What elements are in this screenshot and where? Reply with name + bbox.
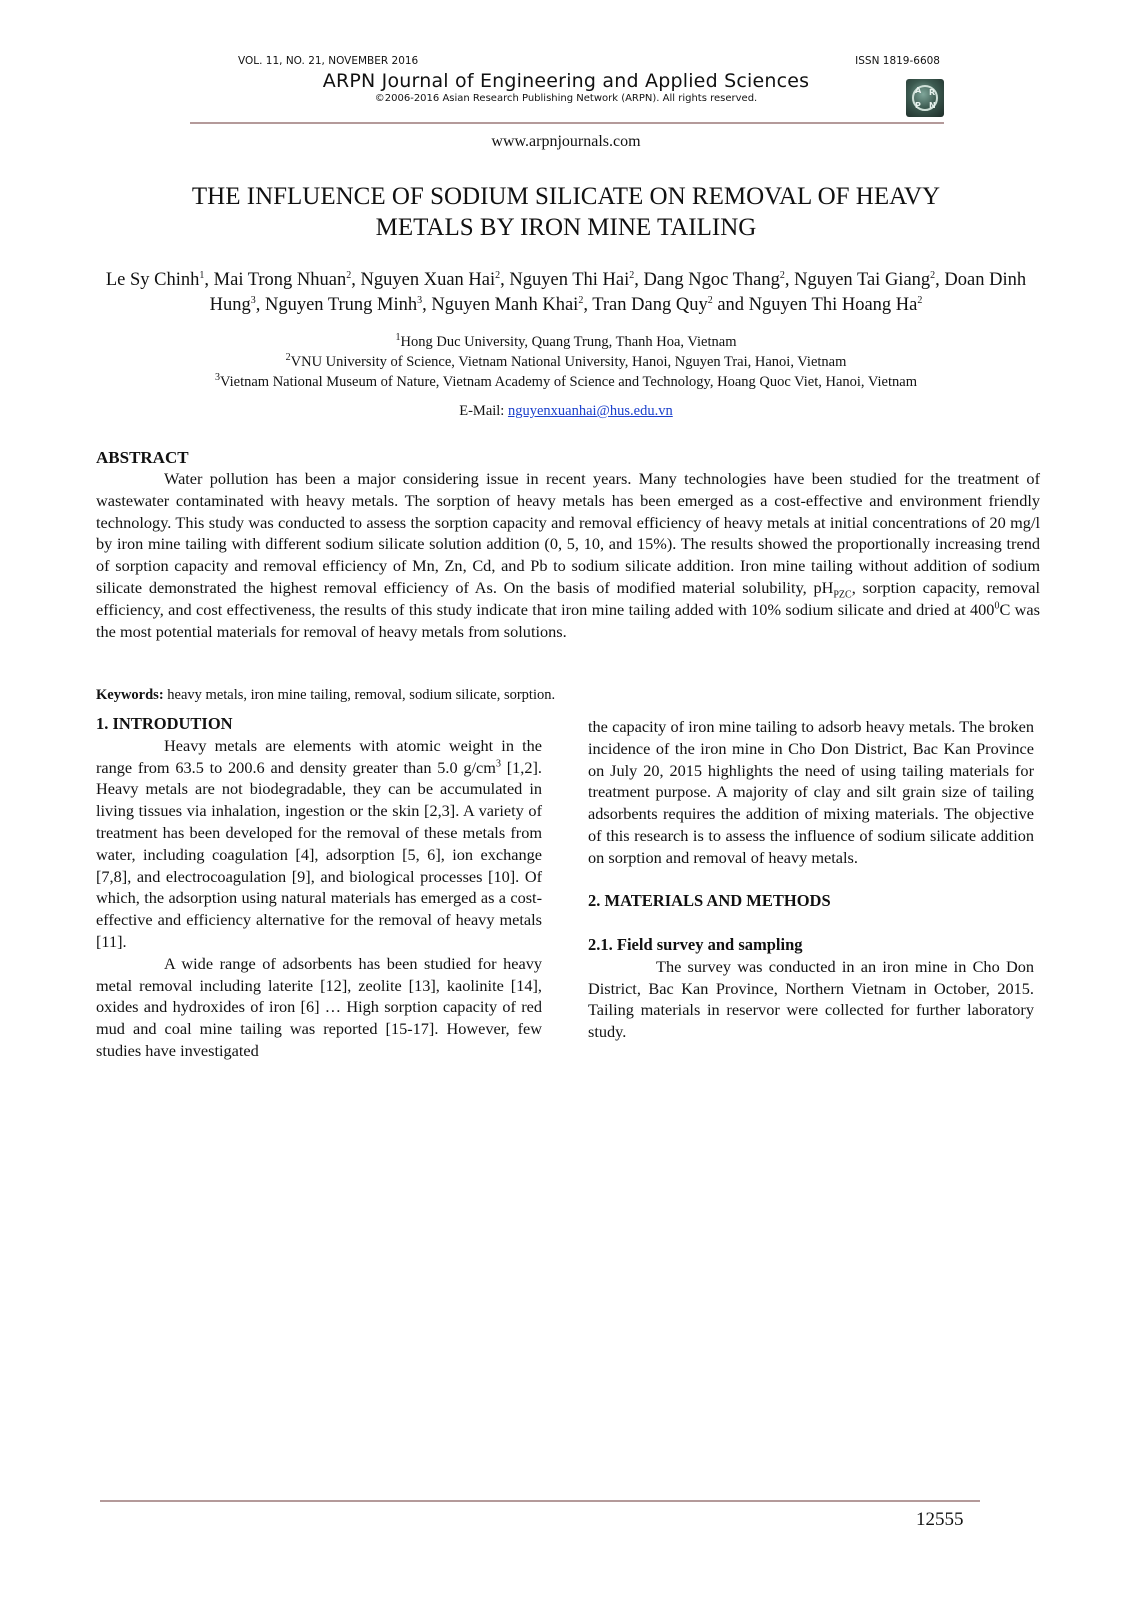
volume-info: VOL. 11, NO. 21, NOVEMBER 2016 (238, 55, 419, 67)
author-list: Le Sy Chinh$^1$, Mai Trong Nhuan$^2$, Nguyen Xuan Hai$^2$, Nguyen Thi Hai$^2$, Dang Ngoc Thang$^2$, Nguyen Tai Giang$^2$, Doan Dinh Hung$^3$, Nguyen Trung Minh$^3$, Nguyen Manh Khai$^2$, Tran Dang Quy$^2$ and Nguyen Thi Hoang Ha$^2$ (105, 269, 1027, 315)
paragraph-text: [1,2]. Heavy metals are not biodegradable, they can be accumulated in living tissues via inhalation, ingestion or the skin [2,3]. A variety of treatment has been developed for the removal of these metals from water, including coagulation [4], adsorption [5, 6], ion exchange [7,8], and electrocoagulation [9], and biological processes [10]. Of which, the adsorption using natural materials has emerged as a cost-effective and efficiency alternative for the removal of heavy metals [11]. (96, 757, 542, 951)
affiliation-sup: 1 (395, 332, 401, 344)
author-name: Doan Dinh Hung (209, 270, 1027, 315)
page-number: 12555 (916, 1509, 964, 1530)
running-header (238, 55, 940, 71)
keywords-label: Keywords: (96, 687, 164, 703)
copyright-notice: ©2006-2016 Asian Research Publishing Network (ARPN). All rights reserved. (374, 93, 758, 104)
author-affil-sup: 2 (779, 269, 785, 281)
affiliation-text: Vietnam National Museum of Nature, Vietnam Academy of Science and Technology, Hoang Quoc Viet, Hanoi, Vietnam (220, 374, 917, 390)
author-affil-sup: 2 (930, 269, 936, 281)
section-heading: 2. MATERIALS AND METHODS (588, 891, 831, 911)
logo-letter: A (915, 86, 922, 95)
website-url: www.arpnjournals.com (491, 133, 641, 150)
paragraph: the capacity of iron mine tailing to adsorb heavy metals. The broken incidence of the iron mine in Cho Don District, Bac Kan Province on July 20, 2015 highlights the need of using tailing materials for treatment purpose. A majority of clay and silt grain size of tailing adsorbents requires the addition of mixing materials. The objective of this research is to assess the influence of sodium silicate addition on sorption and removal of heavy metals. (588, 717, 1034, 867)
author-affil-sup: 2 (578, 294, 584, 306)
affiliation (0, 374, 1132, 391)
logo-letter: R (929, 88, 936, 97)
author-name: Nguyen Thi Hoang Ha (748, 295, 918, 315)
footer-divider (100, 1500, 980, 1502)
keywords-text: heavy metals, iron mine tailing, removal, sodium silicate, sorption. (163, 687, 556, 703)
abstract-text: , sorption capacity, removal efficiency, and cost effectiveness, the results of this study indicate that iron mine tailing added with 10% sodium silicate and dried at 400 (96, 577, 1040, 619)
author-affil-sup: 2 (495, 269, 501, 281)
abstract-text: C was the most potential materials for removal of heavy metals from solutions. (96, 599, 1040, 641)
author-affil-sup: 2 (346, 269, 352, 281)
logo-letter: P (915, 101, 921, 110)
spacer (588, 912, 1034, 934)
abstract-text: Water pollution has been a major considering issue in recent years. Many technologies have been studied for the treatment of wastewater contaminated with heavy metals. The sorption of heavy metals has been emerged as a cost-effective and environment friendly technology. This study was conducted to assess the sorption capacity and removal efficiency of heavy metals at initial concentrations of 20 mg/l by iron mine tailing with different sodium silicate solution addition (0, 5, 10, and 15%). The results showed the proportionally increasing trend of sorption capacity and removal efficiency of Mn, Zn, Cd, and Pb to sodium silicate addition. Iron mine tailing without addition of sodium silicate demonstrated the highest removal efficiency of As. On the basis of modified material solubility, pH (96, 469, 1040, 597)
affiliation (0, 354, 1132, 371)
affiliation-sup: 2 (285, 352, 291, 364)
email-label: E-Mail: (459, 403, 508, 419)
title-line: METALS BY IRON MINE TAILING (375, 214, 757, 241)
author-name: Nguyen Thi Hai (509, 270, 630, 290)
author-name: Nguyen Tai Giang (794, 270, 931, 290)
abstract-subscript: PZC (833, 589, 852, 601)
email-link[interactable]: nguyenxuanhai@hus.edu.vn (507, 403, 673, 419)
affiliation-text: VNU University of Science, Vietnam National University, Hanoi, Nguyen Trai, Hanoi, Vietnam (290, 354, 847, 370)
author-affil-sup: 2 (917, 294, 923, 306)
author-name: Tran Dang Quy (592, 295, 708, 315)
author-name: Nguyen Xuan Hai (360, 270, 496, 290)
issn: ISSN 1819-6608 (855, 55, 940, 67)
superscript: 3 (495, 758, 501, 770)
paragraph-text: Heavy metals are elements with atomic weight in the range from 63.5 to 200.6 and density greater than 5.0 g/cm (96, 735, 542, 777)
author-affil-sup: 1 (199, 269, 205, 281)
author-affil-sup: 3 (250, 294, 256, 306)
author-affil-sup: 2 (707, 294, 713, 306)
abstract-superscript: 0 (994, 600, 1000, 612)
header-divider (190, 122, 944, 124)
author-name: Le Sy Chinh (105, 270, 200, 290)
author-name: Mai Trong Nhuan (213, 270, 347, 290)
arpn-logo (906, 79, 944, 117)
abstract-body (96, 468, 1040, 642)
author-name: Nguyen Trung Minh (264, 295, 418, 315)
paper-title (100, 181, 1032, 243)
paragraph (96, 735, 542, 953)
journal-name: ARPN Journal of Engineering and Applied Sciences (322, 70, 810, 92)
logo-letter: N (929, 101, 936, 110)
section-heading: 1. INTRODUTION (96, 714, 233, 733)
affiliation (0, 334, 1132, 351)
paragraph: A wide range of adsorbents has been studied for heavy metal removal including laterite [12], zeolite [13], kaolinite [14], oxides and hydroxides of iron [6] … High sorption capacity of red mud and coal mine tailing was reported [15-17]. However, few studies have investigated (96, 953, 542, 1060)
abstract-heading: ABSTRACT (96, 448, 189, 467)
paragraph: The survey was conducted in an iron mine in Cho Don District, Bac Kan Province, Northern Vietnam in October, 2015. Tailing materials in reservor were collected for further laboratory study. (588, 956, 1034, 1042)
subsection-heading: 2.1. Field survey and sampling (588, 934, 803, 954)
contact-email (0, 403, 1132, 420)
right-column (588, 716, 1034, 1043)
spacer (588, 869, 1034, 891)
author-name: Nguyen Manh Khai (431, 295, 579, 315)
author-affil-sup: 3 (417, 294, 423, 306)
affiliation-text: Hong Duc University, Quang Trung, Thanh Hoa, Vietnam (400, 334, 737, 350)
title-line: THE INFLUENCE OF SODIUM SILICATE ON REMOVAL OF HEAVY (191, 183, 941, 210)
author-affil-sup: 2 (629, 269, 635, 281)
affiliation-sup: 3 (215, 372, 221, 384)
left-column (96, 713, 542, 1062)
keywords (96, 687, 1040, 704)
author-name: Dang Ngoc Thang (643, 270, 780, 290)
